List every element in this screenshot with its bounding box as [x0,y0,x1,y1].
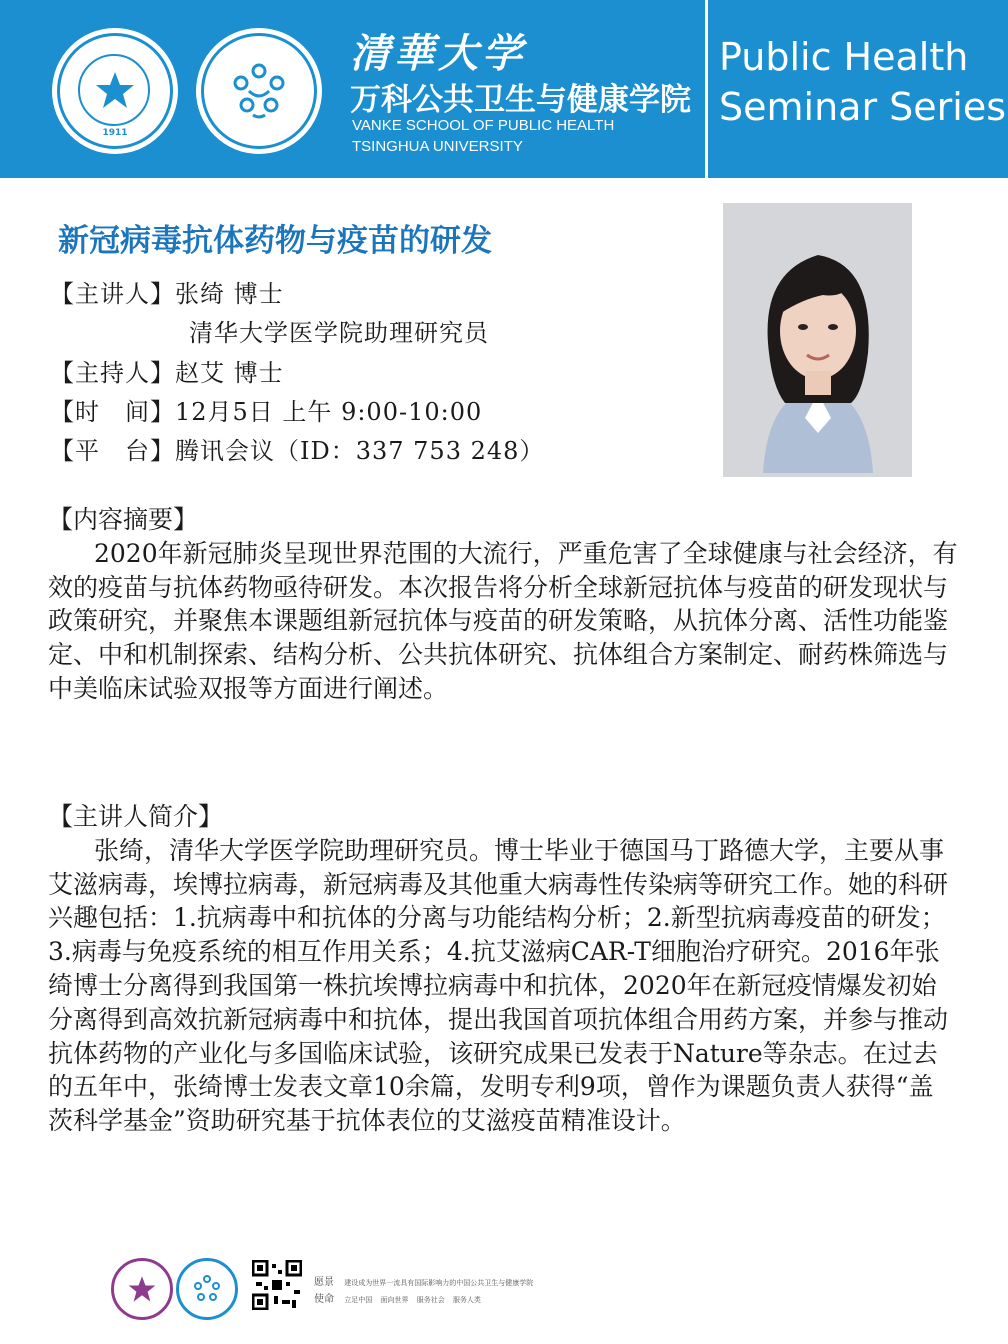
abstract-heading: 【内容摘要】 [48,505,199,534]
mission-item: 服务人类 [452,1296,481,1304]
mission-item: 面向世界 [380,1296,409,1304]
mission-item: 服务社会 [416,1296,445,1304]
vision-label: 愿景 [314,1277,334,1288]
time-label: 【时 间】 [50,398,175,426]
talk-title: 新冠病毒抗体药物与疫苗的研发 [58,223,492,259]
school-name-en: VANKE SCHOOL OF PUBLIC HEALTH [352,117,615,134]
host-line [50,353,284,388]
platform-label: 【平 台】 [50,437,175,465]
header-banner [0,0,1008,178]
footer-vanke-logo [176,1258,238,1320]
seal-year: 1911 [102,128,128,138]
university-name-en: TSINGHUA UNIVERSITY [352,138,523,155]
bio-heading: 【主讲人简介】 [48,802,224,831]
speaker-affiliation: 清华大学医学院助理研究员 [189,319,489,347]
host-label: 【主持人】 [50,359,175,387]
platform-line [50,431,544,466]
platform-value: 腾讯会议（ID：337 753 248） [175,437,545,465]
vanke-school-seal-logo [196,28,322,154]
school-name-calligraphy: 清華大学 [350,30,526,77]
speaker-line [50,274,284,309]
mission-item: 立足中国 [344,1296,373,1304]
time-line [50,392,482,427]
vision-text: 建设成为世界一流具有国际影响力的中国公共卫生与健康学院 [344,1279,534,1287]
footer-vision [314,1273,533,1288]
abstract-section [48,503,958,706]
footer-mission [314,1290,481,1305]
series-line-2: Seminar Series [719,85,1007,129]
abstract-body: 2020年新冠肺炎呈现世界范围的大流行，严重危害了全球健康与社会经济，有效的疫苗与抗体药物亟待研发。本次报告将分析全球新冠抗体与疫苗的研发现状与政策研究，并聚焦本课题组新冠抗体与疫苗的研发策略，从抗体分离、活性功能鉴定、中和机制探索、结构分析、公共抗体研究、抗体组合方案制定、耐药株筛选与中美临床试验双报等方面进行阐述。 [48,538,958,703]
bio-section [48,800,958,1138]
bio-body: 张绮，清华大学医学院助理研究员。博士毕业于德国马丁路德大学，主要从事艾滋病毒，埃博拉病毒，新冠病毒及其他重大病毒性传染病等研究工作。她的科研兴趣包括：1.抗病毒中和抗体的分离与功能结构分析；2.新型抗病毒疫苗的研发；3.病毒与免疫系统的相互作用关系；4.抗艾滋病CAR-T细胞治疗研究。2016年张绮博士分离得到我国第一株抗埃博拉病毒中和抗体，2020年在新冠疫情爆发初始分离得到高效抗新冠病毒中和抗体，提出我国首项抗体组合用药方案，并参与推动抗体药物的产业化与多国临床试验，该研究成果已发表于Nature等杂志。在过去的五年中，张绮博士发表文章10余篇，发明专利9项，曾作为课题负责人获得“盖茨科学基金”资助研究基于抗体表位的艾滋疫苗精准设计。 [48,835,949,1136]
host-name: 赵艾 博士 [175,359,284,387]
header-divider [705,0,708,178]
mission-label: 使命 [314,1294,334,1305]
time-value: 12月5日 上午 9:00-10:00 [175,398,483,426]
seminar-series-title [719,32,1006,132]
footer-tsinghua-logo [111,1258,173,1320]
series-line-1: Public Health [719,35,969,79]
school-name-zh: 万科公共卫生与健康学院 [350,82,691,118]
speaker-name: 张绮 博士 [175,280,284,308]
qr-code-icon [252,1260,302,1310]
speaker-label: 【主讲人】 [50,280,175,308]
tsinghua-seal-logo [52,28,178,154]
speaker-photo [723,203,912,477]
